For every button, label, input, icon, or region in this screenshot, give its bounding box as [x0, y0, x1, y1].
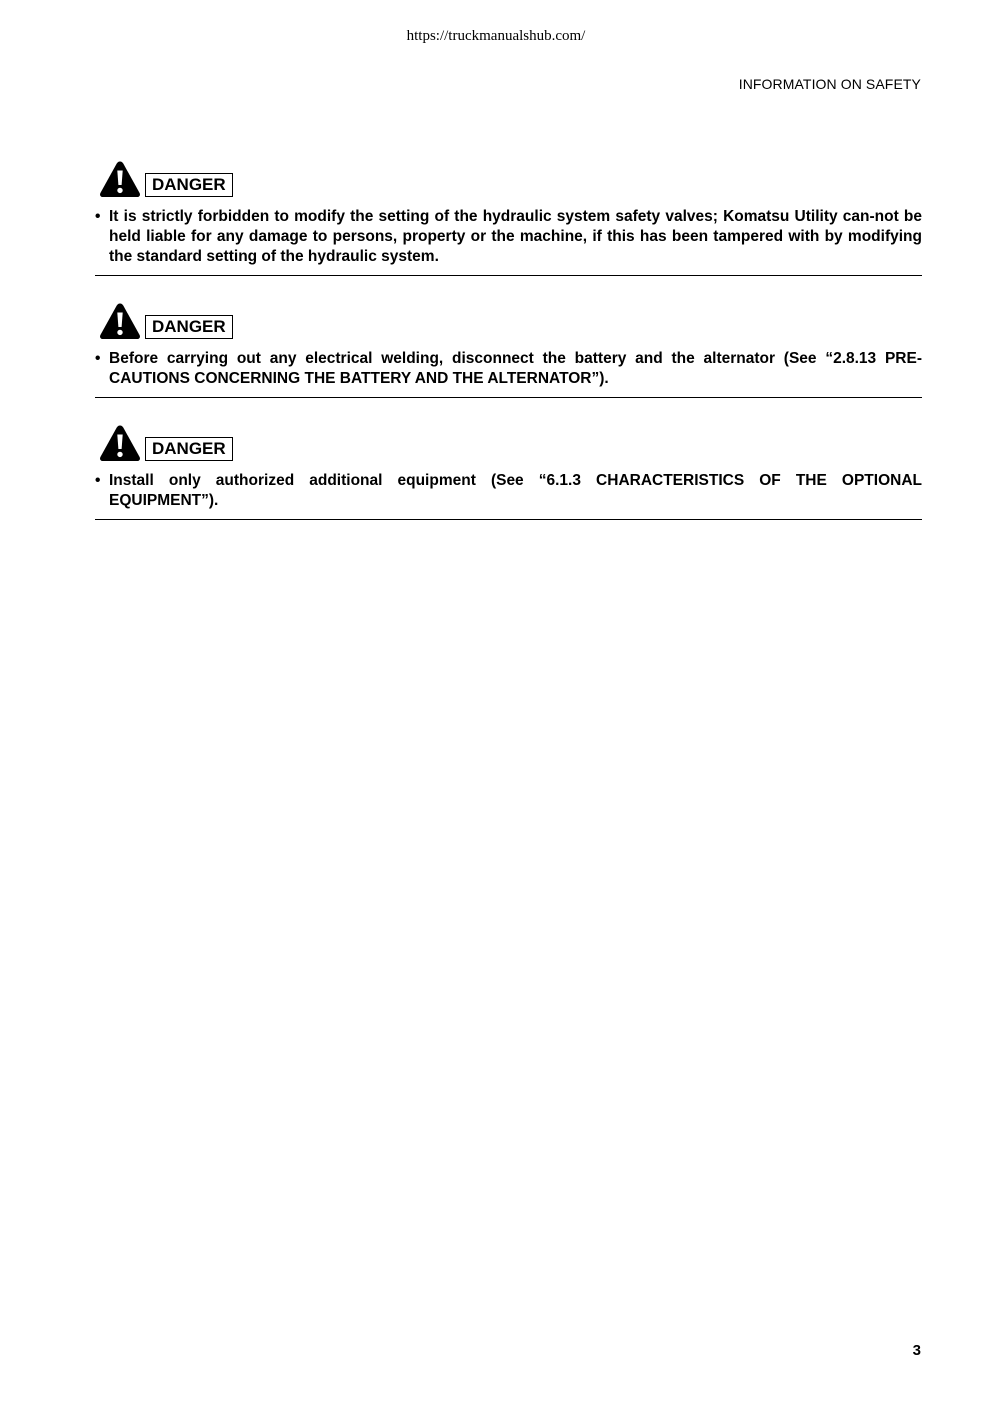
divider-rule — [95, 519, 922, 520]
page-number: 3 — [912, 1342, 921, 1359]
warning-triangle-icon — [99, 302, 141, 340]
danger-label: DANGER — [145, 315, 233, 339]
danger-label: DANGER — [145, 437, 233, 461]
bullet: • — [95, 472, 101, 489]
danger-text — [95, 471, 922, 511]
bullet: • — [95, 208, 101, 225]
danger-body: Before carrying out any electrical welding, disconnect the battery and the alternator (See “2.8.13 PRE-CAUTIONS CONCERNING THE BATTERY AND THE ALTERNATOR”). — [109, 350, 922, 387]
danger-body: Install only authorized additional equipment (See “6.1.3 CHARACTERISTICS OF THE OPTIONAL EQUIPMENT”). — [109, 472, 922, 509]
divider-rule — [95, 275, 922, 276]
danger-body: It is strictly forbidden to modify the setting of the hydraulic system safety valves; Komatsu Utility can-not be held liable for any damage to persons, property or the machine, if this has been tampered with by modifying the standard setting of the hydraulic system. — [109, 208, 922, 265]
divider-rule — [95, 397, 922, 398]
warning-triangle-icon — [99, 160, 141, 198]
section-header: INFORMATION ON SAFETY — [738, 76, 921, 92]
danger-text — [95, 207, 922, 267]
bullet: • — [95, 350, 101, 367]
source-url: https://truckmanualshub.com/ — [406, 28, 586, 44]
danger-label-row — [99, 302, 233, 340]
warning-triangle-icon — [99, 424, 141, 462]
danger-label: DANGER — [145, 173, 233, 197]
danger-label-row — [99, 160, 233, 198]
danger-text — [95, 349, 922, 389]
danger-label-row — [99, 424, 233, 462]
